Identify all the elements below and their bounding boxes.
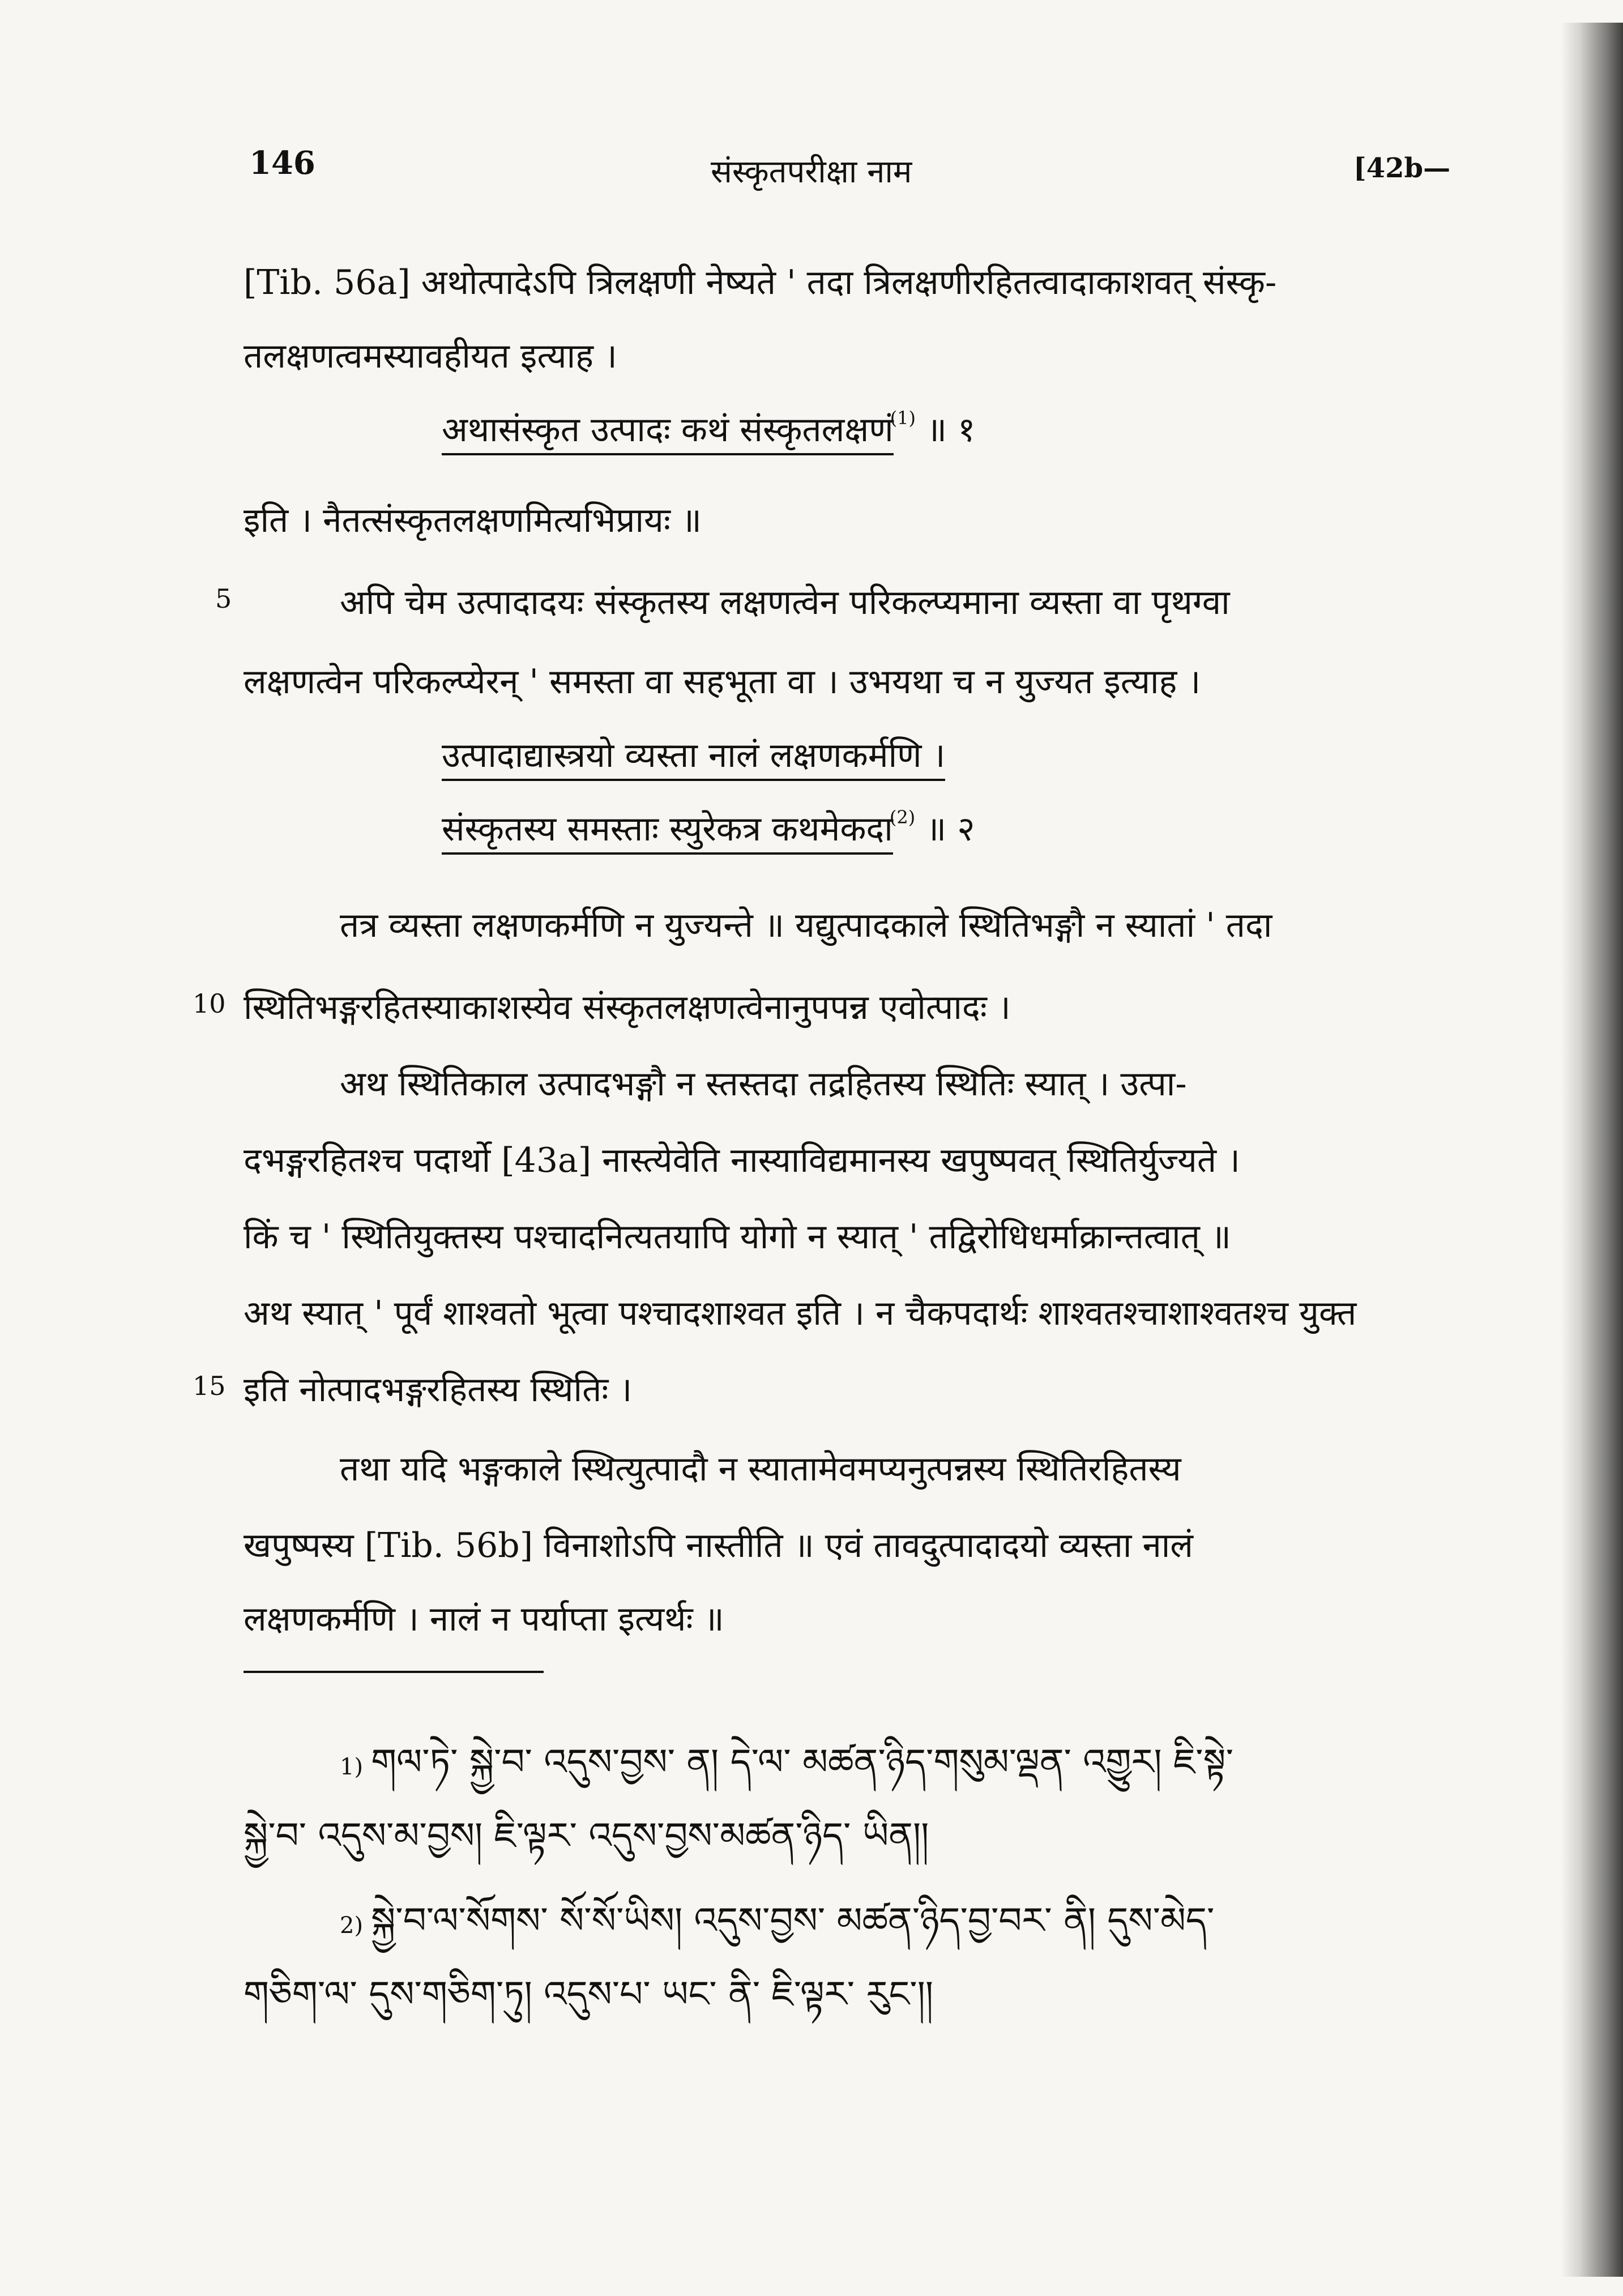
- line-number-15: 15: [193, 1371, 226, 1401]
- text-line-3: इति । नैतत्संस्कृतलक्षणमित्यभिप्रायः ॥: [244, 501, 702, 540]
- text-line-1: [Tib. 56a] अथोत्पादेऽपि त्रिलक्षणी नेष्यते ' तदा त्रिलक्षणीरहितत्वादाकाशवत् संस्कृ-: [244, 263, 1277, 302]
- footnote-1-line-2: སྐྱེ་བ་ འདུས་མ་བྱས། ཇི་ལྟར་ འདུས་བྱས་མཚན་ཉིད་ ཡིན།།: [244, 1815, 929, 1857]
- page-number: 146: [249, 144, 315, 182]
- verse-1-note-mark: (1): [890, 407, 916, 429]
- text-line-9: दभङ्गरहितश्च पदार्थो [43a] नास्त्येवेति नास्याविद्यमानस्य खपुष्पवत् स्थितिर्युज्यते ।: [244, 1141, 1240, 1180]
- text-line-8: अथ स्थितिकाल उत्पादभङ्गौ न स्तस्तदा तद्रहितस्य स्थितिः स्यात् । उत्पा-: [340, 1064, 1187, 1104]
- line-number-10: 10: [193, 988, 226, 1019]
- text-line-6: तत्र व्यस्ता लक्षणकर्मणि न युज्यन्ते ॥ यद्युत्पादकाले स्थितिभङ्गौ न स्यातां ' तदा: [340, 906, 1272, 945]
- running-title: संस्कृतपरीक्षा नाम: [711, 153, 912, 190]
- verse-2-number: ॥ २: [926, 809, 975, 849]
- footnote-1-mark: 1): [340, 1754, 364, 1780]
- verse-2b-text: संस्कृतस्य समस्ताः स्युरेकत्र कथमेकदा: [442, 809, 893, 855]
- verse-1: [442, 405, 975, 451]
- text-line-11: अथ स्यात् ' पूर्वं शाश्वतो भूत्वा पश्चादशाश्वत इति । न चैकपदार्थः शाश्वतश्चाशाश्वतश्च युक्त: [244, 1294, 1357, 1333]
- verse-1-number: ॥ १: [926, 410, 976, 450]
- footnote-2-mark: 2): [340, 1913, 364, 1939]
- verse-2a: [442, 731, 945, 777]
- footnote-2-text-1: སྐྱེ་བ་ལ་སོགས་ སོ་སོ་ཡིས། འདུས་བྱས་ མཚན་ཉིད་བྱ་བར་ ནི། དུས་མེད་: [371, 1900, 1215, 1942]
- text-line-13: तथा यदि भङ्गकाले स्थित्युत्पादौ न स्यातामेवमप्यनुत्पन्नस्य स्थितिरहितस्य: [340, 1449, 1181, 1489]
- text-line-7: स्थितिभङ्गरहितस्याकाशस्येव संस्कृतलक्षणत्वेनानुपपन्न एवोत्पादः ।: [244, 988, 1011, 1027]
- footnote-1-text-1: གལ་ཏེ་ སྐྱེ་བ་ འདུས་བྱས་ ན། དེ་ལ་ མཚན་ཉིད་གསུམ་ལྡན་ འགྱུར། ཇི་སྟེ་: [371, 1742, 1234, 1783]
- folio-reference: [42b—: [1353, 152, 1451, 184]
- verse-2-note-mark: (2): [889, 806, 916, 828]
- line-number-5: 5: [215, 583, 232, 614]
- footnote-rule: [244, 1671, 544, 1673]
- text-line-2: तलक्षणत्वमस्यावहीयत इत्याह ।: [244, 336, 617, 376]
- page-header: [0, 144, 1623, 190]
- text-line-14: खपुष्पस्य [Tib. 56b] विनाशोऽपि नास्तीति ॥ एवं तावदुत्पादादयो व्यस्ता नालं: [244, 1526, 1193, 1565]
- text-line-5: लक्षणत्वेन परिकल्प्येरन् ' समस्ता वा सहभूता वा । उभयथा च न युज्यत इत्याह ।: [244, 662, 1201, 702]
- verse-2b: [442, 804, 975, 851]
- text-line-4: अपि चेम उत्पादादयः संस्कृतस्य लक्षणत्वेन परिकल्प्यमाना व्यस्ता वा पृथग्वा: [340, 583, 1230, 622]
- text-line-15: लक्षणकर्मणि । नालं न पर्याप्ता इत्यर्थः ॥: [244, 1599, 724, 1639]
- verse-2a-text: उत्पादाद्यास्त्रयो व्यस्ता नालं लक्षणकर्मणि ।: [442, 736, 945, 781]
- verse-1-text: अथासंस्कृत उत्पादः कथं संस्कृतलक्षणं: [442, 410, 894, 455]
- text-line-10: किं च ' स्थितियुक्तस्य पश्चादनित्यतयापि योगो न स्यात् ' तद्विरोधिधर्माक्रान्तत्वात् ॥: [244, 1217, 1231, 1257]
- footnote-2-line-2: གཅིག་ལ་ དུས་གཅིག་ཏུ། འདུས་པ་ ཡང་ ནི་ ཇི་ལྟར་ རུང་།།: [244, 1974, 934, 2016]
- page-edge-shadow: [1561, 23, 1623, 2277]
- text-line-12: इति नोत्पादभङ्गरहितस्य स्थितिः ।: [244, 1370, 633, 1410]
